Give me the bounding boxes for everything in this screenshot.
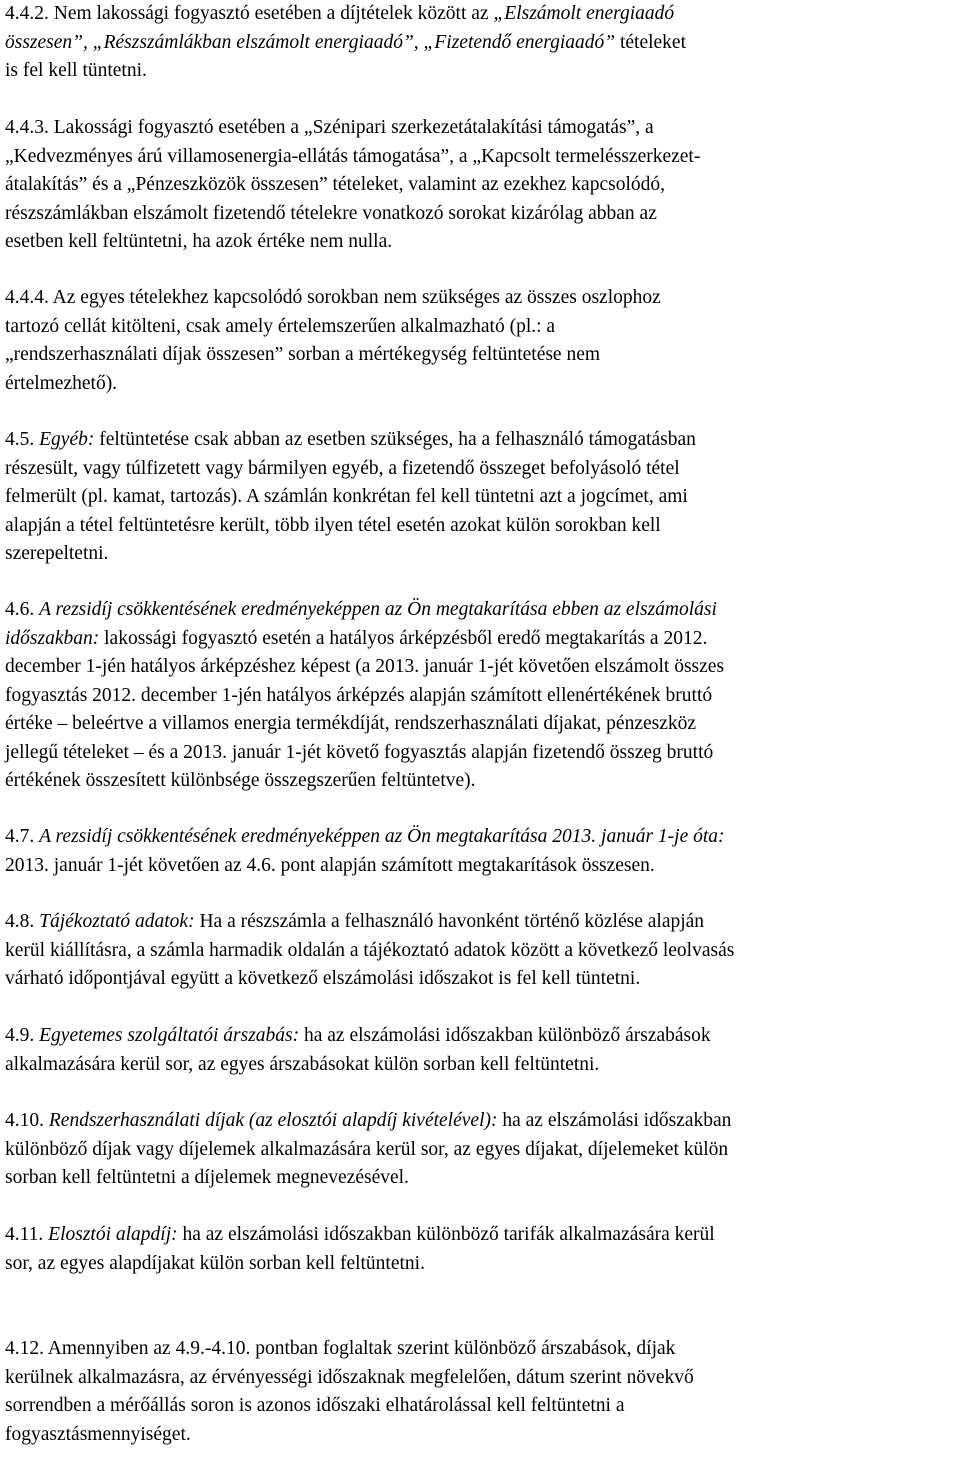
text-line — [5, 540, 696, 569]
text-run: 4.6. — [5, 599, 40, 620]
text-line — [5, 455, 696, 484]
text-run: ha az elszámolási időszakban — [497, 1110, 732, 1131]
text-run: 4.12. Amennyiben az 4.9.-4.10. pontban foglaltak szerint különböző árszabások, díjak — [5, 1338, 676, 1359]
text-run: 4.4.4. Az egyes tételekhez kapcsolódó sorokban nem szükséges az összes oszlophoz — [5, 287, 661, 308]
text-line — [5, 596, 724, 625]
text-line — [5, 823, 725, 852]
text-run: értéke – beleértve a villamos energia termékdíját, rendszerhasználati díjakat, pénzeszköz — [5, 713, 697, 734]
paragraph-p-4-11 — [5, 1221, 715, 1278]
paragraph-p-4-8 — [5, 908, 734, 994]
text-line — [5, 370, 661, 399]
paragraph-p-4-12 — [5, 1335, 694, 1449]
text-run: értelmezhető). — [5, 372, 118, 394]
text-line — [5, 512, 696, 541]
italic-text-run: „Elszámolt energiaadó — [493, 3, 675, 24]
italic-text-run: Rendszerhasználati díjak (az elosztói alapdíj kivételével): — [48, 1110, 498, 1131]
italic-text-run: Egyetemes szolgáltatói árszabás: — [39, 1025, 300, 1046]
text-line — [5, 29, 686, 58]
text-run: sorban kell feltüntetni a díjelemek megnevezésével. — [5, 1167, 409, 1188]
text-run: 2013. január 1-jét követően az 4.6. pont alapján számított megtakarítások összesen. — [5, 854, 655, 876]
italic-text-run: Tájékoztató adatok: — [39, 911, 195, 932]
text-run: különböző díjak vagy díjelemek alkalmazására kerül sor, az egyes díjakat, díjelemeket külön — [5, 1138, 729, 1160]
text-run: szerepeltetni. — [5, 543, 109, 564]
text-line — [5, 937, 734, 966]
italic-text-run: időszakban: — [5, 627, 100, 649]
text-line — [5, 483, 696, 512]
text-line — [5, 143, 700, 172]
text-run: ha az elszámolási időszakban különböző tarifák alkalmazására kerül — [177, 1224, 715, 1245]
text-run: részszámlákban elszámolt fizetendő tételekre vonatkozó sorokat kizárólag abban az — [5, 202, 657, 224]
paragraph-p-4-5 — [5, 426, 696, 569]
text-line — [5, 1221, 715, 1250]
italic-text-run: A rezsidíj csökkentésének eredményeképpen az Ön megtakarítása ebben az elszámolási — [39, 599, 717, 620]
text-line — [5, 710, 724, 739]
paragraph-p-4-9 — [5, 1022, 711, 1079]
text-line — [5, 200, 700, 229]
text-line — [5, 1421, 694, 1450]
text-run: fogyasztás 2012. december 1-jén hatályos árképzés alapján számított ellenértékének bruttó — [5, 684, 713, 706]
text-run: kerülnek alkalmazásra, az érvényességi időszaknak megfelelően, dátum szerint növekvő — [5, 1366, 694, 1388]
text-run: 4.7. — [5, 826, 40, 847]
italic-text-run: Egyéb: — [39, 429, 95, 450]
text-run: alkalmazására kerül sor, az egyes árszabásokat külön sorban kell feltüntetni. — [5, 1053, 600, 1075]
text-line — [5, 171, 700, 200]
text-line — [5, 0, 686, 29]
text-line — [5, 908, 734, 937]
text-line — [5, 1107, 731, 1136]
text-line — [5, 739, 724, 768]
text-line — [5, 1335, 694, 1364]
paragraph-p-4-4-4 — [5, 284, 661, 398]
text-line — [5, 57, 686, 86]
text-line — [5, 1022, 711, 1051]
paragraph-p-4-6 — [5, 596, 724, 796]
text-run: is fel kell tüntetni. — [5, 60, 147, 81]
text-run: átalakítás” és a „Pénzeszközök összesen” tételeket, valamint az ezekhez kapcsolódó, — [5, 174, 665, 195]
text-line — [5, 625, 724, 654]
text-line — [5, 284, 661, 313]
text-run: 4.8. — [5, 911, 40, 932]
text-run: várható időpontjával együtt a következő elszámolási időszakot is fel kell tüntetni. — [5, 968, 641, 989]
text-run: kerül kiállításra, a számla harmadik oldalán a tájékoztató adatok között a következő leolvasás — [5, 939, 735, 961]
text-line — [5, 228, 700, 257]
text-run: esetben kell feltüntetni, ha azok értéke nem nulla. — [5, 231, 393, 252]
italic-text-run: Elosztói alapdíj: — [48, 1224, 178, 1245]
italic-text-run: összesen”, „Részszámlákban elszámolt energiaadó”, „Fizetendő energiaadó” — [5, 31, 616, 53]
text-run: „rendszerhasználati díjak összesen” sorban a mértékegység feltüntetése nem — [5, 344, 601, 365]
text-run: sorrendben a mérőállás soron is azonos időszaki elhatárolással kell feltüntetni a — [5, 1395, 625, 1416]
paragraph-p-4-4-2 — [5, 0, 686, 86]
text-run: jellegű tételeket – és a 2013. január 1-jét követő fogyasztás alapján fizetendő összeg bruttó — [5, 741, 714, 763]
text-run: lakossági fogyasztó esetén a hatályos árképzésből eredő megtakarítás a 2012. — [99, 627, 708, 649]
text-line — [5, 1364, 694, 1393]
text-run: 4.11. — [5, 1224, 49, 1245]
text-run: fogyasztásmennyiséget. — [5, 1423, 191, 1445]
text-run: ha az elszámolási időszakban különböző árszabások — [299, 1025, 711, 1046]
text-line — [5, 1250, 715, 1279]
text-run: felmerült (pl. kamat, tartozás). A számlán konkrétan fel kell tüntetni azt a jogcímet, ami — [5, 486, 688, 507]
text-line — [5, 114, 700, 143]
text-run: tételeket — [615, 31, 687, 53]
text-line — [5, 965, 734, 994]
text-run: alapján a tétel feltüntetésre került, több ilyen tétel esetén azokat külön sorokban kell — [5, 514, 661, 536]
paragraph-p-4-4-3 — [5, 114, 700, 257]
text-line — [5, 1164, 731, 1193]
text-run: tartozó cellát kitölteni, csak amely értelemszerűen alkalmazható (pl.: a — [5, 315, 556, 337]
text-run: 4.4.3. Lakossági fogyasztó esetében a „Szénipari szerkezetátalakítási támogatás”, a — [5, 117, 654, 138]
italic-text-run: A rezsidíj csökkentésének eredményeképpen az Ön megtakarítása 2013. január 1-je óta: — [39, 826, 725, 847]
text-line — [5, 852, 725, 881]
text-run: 4.9. — [5, 1025, 40, 1046]
text-run: „Kedvezményes árú villamosenergia-ellátás támogatása”, a „Kapcsolt termelésszerkezet- — [5, 145, 701, 167]
text-run: feltüntetése csak abban az esetben szükséges, ha a felhasználó támogatásban — [94, 429, 696, 450]
text-line — [5, 1051, 711, 1080]
text-line — [5, 767, 724, 796]
text-run: 4.10. — [5, 1110, 49, 1131]
text-run: értékének összesített különbsége összegszerűen feltüntetve). — [5, 770, 476, 791]
text-run: 4.5. — [5, 429, 40, 450]
text-run: részesült, vagy túlfizetett vagy bármilyen egyéb, a fizetendő összeget befolyásoló tétel — [5, 457, 680, 479]
paragraph-p-4-7 — [5, 823, 725, 880]
text-run: Ha a részszámla a felhasználó havonként történő közlése alapján — [194, 911, 705, 932]
text-run: december 1-jén hatályos árképzéshez képest (a 2013. január 1-jét követően elszámolt összes — [5, 656, 725, 677]
text-line — [5, 313, 661, 342]
text-run: 4.4.2. Nem lakossági fogyasztó esetében a díjtételek között az — [5, 3, 494, 24]
text-line — [5, 341, 661, 370]
text-line — [5, 682, 724, 711]
text-line — [5, 426, 696, 455]
text-line — [5, 1392, 694, 1421]
text-run: sor, az egyes alapdíjakat külön sorban kell feltüntetni. — [5, 1252, 425, 1274]
text-line — [5, 653, 724, 682]
text-line — [5, 1136, 731, 1165]
paragraph-p-4-10 — [5, 1107, 731, 1193]
